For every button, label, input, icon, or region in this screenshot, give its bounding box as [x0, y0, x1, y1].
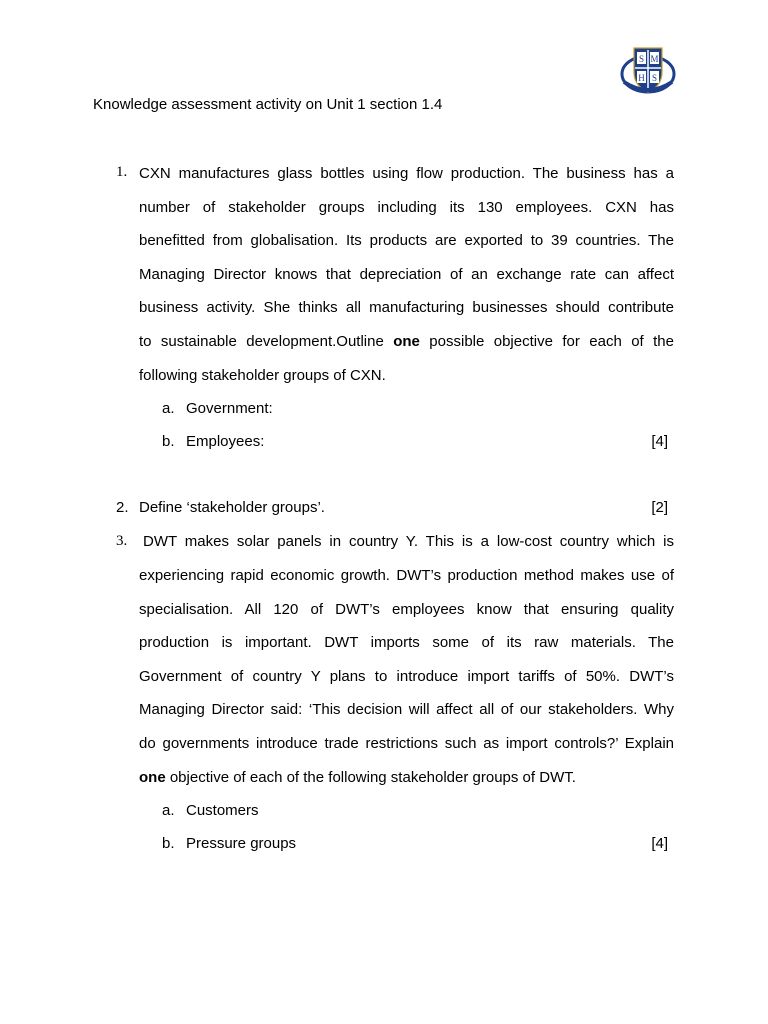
crest-letter-3: H [638, 73, 645, 83]
emphasis-one: one [139, 768, 166, 786]
question-3-line-1 [143, 525, 674, 559]
text-run: possible objective for each of the [419, 332, 674, 350]
question-text-line: experiencing rapid economic growth. DWT’s production method makes use of [139, 567, 674, 584]
subitem-text: Pressure groups [186, 835, 297, 852]
marks-label: [4] [651, 433, 668, 450]
question-text-line: business activity. She thinks all manufacturing businesses should contribute [139, 299, 674, 317]
question-text-line: Managing Director knows that depreciation of an exchange rate can affect [139, 265, 674, 283]
question-1-text [139, 157, 674, 392]
question-2-text: Define ‘stakeholder groups’. [139, 499, 325, 516]
subitem-letter: b. [162, 835, 175, 852]
subitem-letter: a. [162, 802, 175, 819]
question-text-line: Government of country Y plans to introduce import tariffs of 50%. DWT’s [139, 667, 674, 685]
question-text-line: CXN manufactures glass bottles using flow production. The business has a [139, 165, 674, 182]
marks-label: [2] [651, 499, 668, 516]
question-text-line: following stakeholder groups of CXN. [139, 366, 386, 384]
question-3-text [139, 559, 674, 794]
subitem-text: Employees: [186, 433, 265, 450]
page-title: Knowledge assessment activity on Unit 1 section 1.4 [93, 96, 443, 113]
question-number: 3. [116, 533, 128, 549]
question-text-line: benefitted from globalisation. Its products are exported to 39 countries. The [139, 232, 674, 250]
question-number: 1. [116, 164, 128, 180]
question-text-line: do governments introduce trade restrictions such as import controls?’ Explain [139, 734, 674, 752]
question-text-line [139, 761, 674, 795]
crest-letter-4: S [651, 73, 658, 83]
subitem-letter: b. [162, 433, 175, 450]
question-text-line: number of stakeholder groups including its 130 employees. CXN has [139, 198, 674, 216]
question-text-line: specialisation. All 120 of DWT’s employees know that ensuring quality [139, 600, 674, 618]
text-run: to sustainable development.Outline [139, 332, 394, 350]
school-crest-logo [620, 42, 676, 98]
crest-letter-2: M [650, 54, 659, 64]
text-run: objective of each of the following stakeholder groups of DWT. [165, 768, 576, 786]
question-text-line: Managing Director said: ‘This decision will affect all of our stakeholders. Why [139, 701, 674, 719]
question-text-line: DWT makes solar panels in country Y. This is a low-cost country which is [143, 533, 674, 550]
emphasis-one: one [393, 332, 420, 350]
question-number: 2. [116, 499, 129, 516]
crest-letter-1: S [638, 54, 645, 64]
marks-label: [4] [651, 835, 668, 852]
question-text-line: production is important. DWT imports some of its raw materials. The [139, 634, 674, 652]
subitem-letter: a. [162, 400, 175, 417]
question-text-line [139, 325, 674, 359]
subitem-text: Government: [186, 400, 273, 417]
subitem-text: Customers [186, 802, 259, 819]
